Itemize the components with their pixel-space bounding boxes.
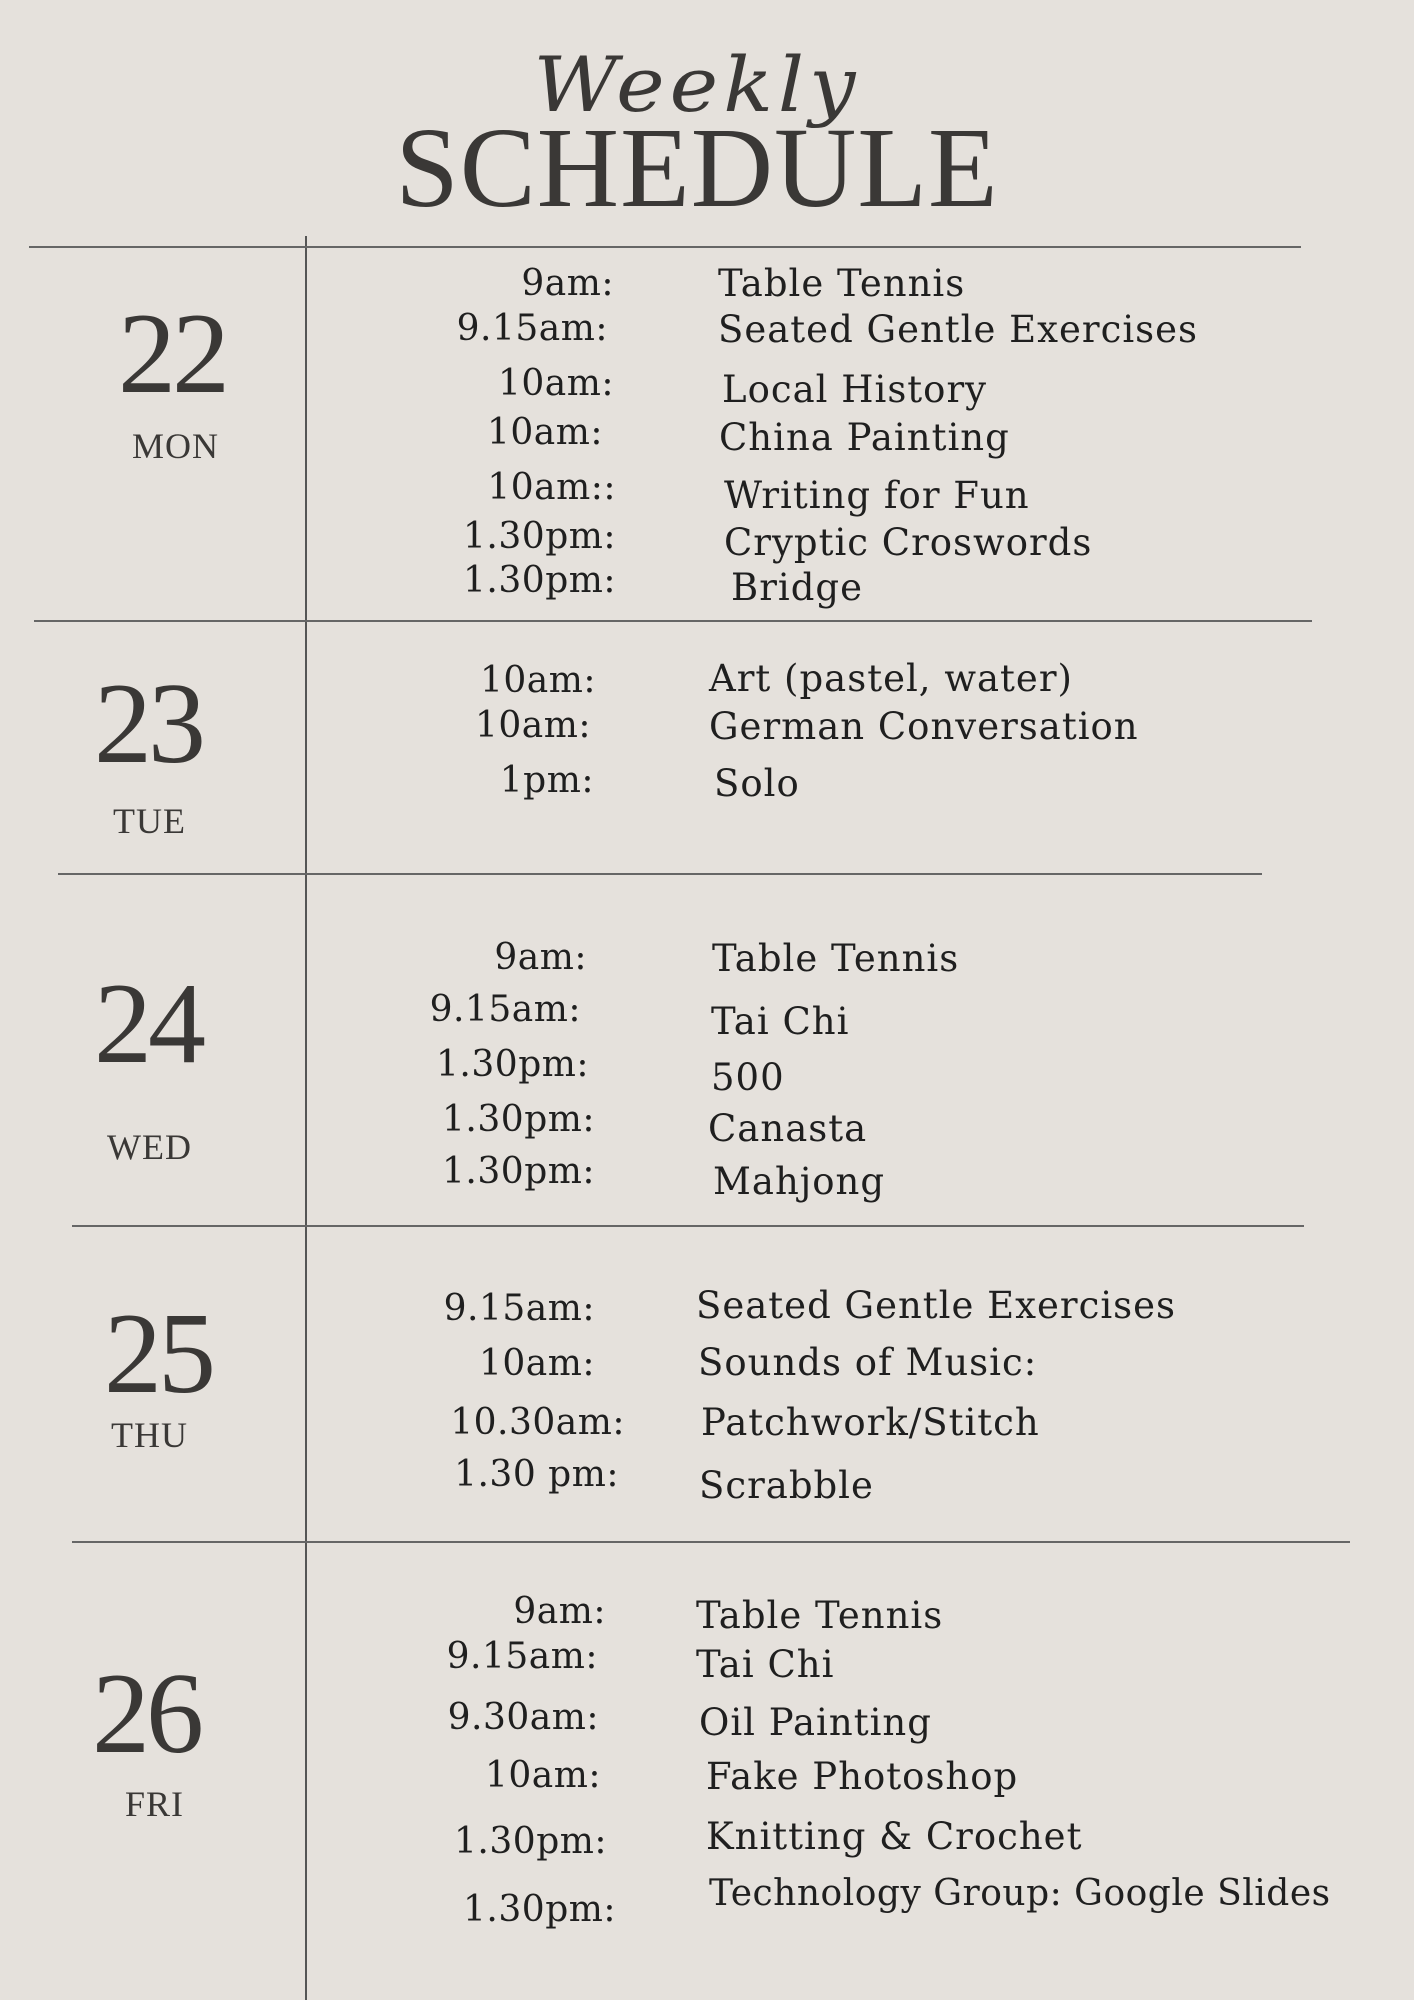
event-time: 1pm: — [499, 760, 594, 801]
event-time: 9.15am: — [456, 308, 608, 349]
event-time: 9am: — [521, 263, 614, 304]
event-activity: Tai Chi — [696, 1643, 835, 1686]
event-time: 9.15am: — [443, 1288, 595, 1329]
event-time: 10am: — [497, 363, 614, 404]
event-activity: Table Tennis — [712, 937, 960, 980]
event-activity: Local History — [722, 368, 988, 411]
event-activity: German Conversation — [709, 705, 1139, 748]
event-activity: Writing for Fun — [724, 474, 1030, 517]
divider-tue-wed — [58, 873, 1262, 875]
event-activity: Seated Gentle Exercises — [696, 1284, 1177, 1327]
event-time: 10am: — [486, 412, 603, 453]
event-time: 1.30pm: — [454, 1821, 607, 1862]
divider-wed-thu — [72, 1225, 1304, 1227]
day-number-wed: 24 — [94, 960, 202, 1088]
event-time: 10am: — [478, 1343, 595, 1384]
event-activity: Table Tennis — [696, 1594, 944, 1637]
day-name-tue: TUE — [113, 801, 186, 841]
event-time: 1.30pm: — [442, 1099, 595, 1140]
event-time: 1.30pm: — [436, 1044, 589, 1085]
day-number-thu: 25 — [104, 1290, 212, 1418]
event-activity: Solo — [714, 762, 800, 805]
event-activity: Bridge — [731, 566, 863, 609]
day-name-fri: FRI — [125, 1784, 185, 1824]
event-time: 10am: — [484, 1755, 601, 1796]
event-time: 1.30pm: — [463, 560, 616, 601]
event-time: 9am: — [494, 937, 587, 978]
event-activity: Mahjong — [713, 1160, 886, 1203]
event-activity: China Painting — [719, 416, 1010, 459]
event-activity: Oil Painting — [699, 1701, 932, 1744]
event-time: 10am: — [474, 705, 591, 746]
event-activity: Fake Photoshop — [706, 1755, 1019, 1798]
event-activity: Technology Group: Google Slides — [709, 1873, 1331, 1914]
day-name-thu: THU — [111, 1415, 188, 1455]
event-activity: Canasta — [708, 1107, 868, 1150]
event-activity: Tai Chi — [711, 1000, 850, 1043]
event-activity: Scrabble — [699, 1464, 874, 1507]
day-name-mon: MON — [132, 426, 220, 466]
main-title: SCHEDULE — [395, 104, 999, 231]
event-time: 1.30pm: — [463, 516, 616, 557]
event-activity: Knitting & Crochet — [706, 1815, 1083, 1858]
day-number-fri: 26 — [92, 1650, 200, 1778]
event-time: 10am: — [479, 660, 596, 701]
event-activity: Art (pastel, water) — [709, 657, 1073, 700]
event-activity: Sounds of Music: — [698, 1341, 1038, 1384]
event-activity: Patchwork/Stitch — [701, 1401, 1040, 1444]
event-time: 9.15am: — [429, 989, 581, 1030]
event-time: 9am: — [513, 1591, 606, 1632]
divider-mon-tue — [34, 620, 1312, 622]
event-time: 9.30am: — [447, 1697, 599, 1738]
day-name-wed: WED — [107, 1127, 192, 1167]
event-time: 1.30pm: — [442, 1151, 595, 1192]
divider-top — [29, 246, 1301, 248]
event-time: 1.30pm: — [463, 1889, 616, 1930]
event-time: 9.15am: — [446, 1636, 598, 1677]
event-activity: Table Tennis — [718, 262, 966, 305]
vertical-divider — [305, 236, 307, 2000]
day-number-mon: 22 — [118, 290, 226, 418]
event-time: 1.30 pm: — [454, 1454, 619, 1495]
event-activity: Cryptic Croswords — [724, 521, 1093, 564]
divider-thu-fri — [72, 1541, 1350, 1543]
script-title: Weekly — [533, 42, 861, 130]
event-time: 10.30am: — [450, 1402, 625, 1443]
event-activity: Seated Gentle Exercises — [718, 308, 1199, 351]
event-activity: 500 — [711, 1056, 785, 1099]
day-number-tue: 23 — [94, 660, 202, 788]
event-time: 10am:: — [487, 467, 616, 508]
